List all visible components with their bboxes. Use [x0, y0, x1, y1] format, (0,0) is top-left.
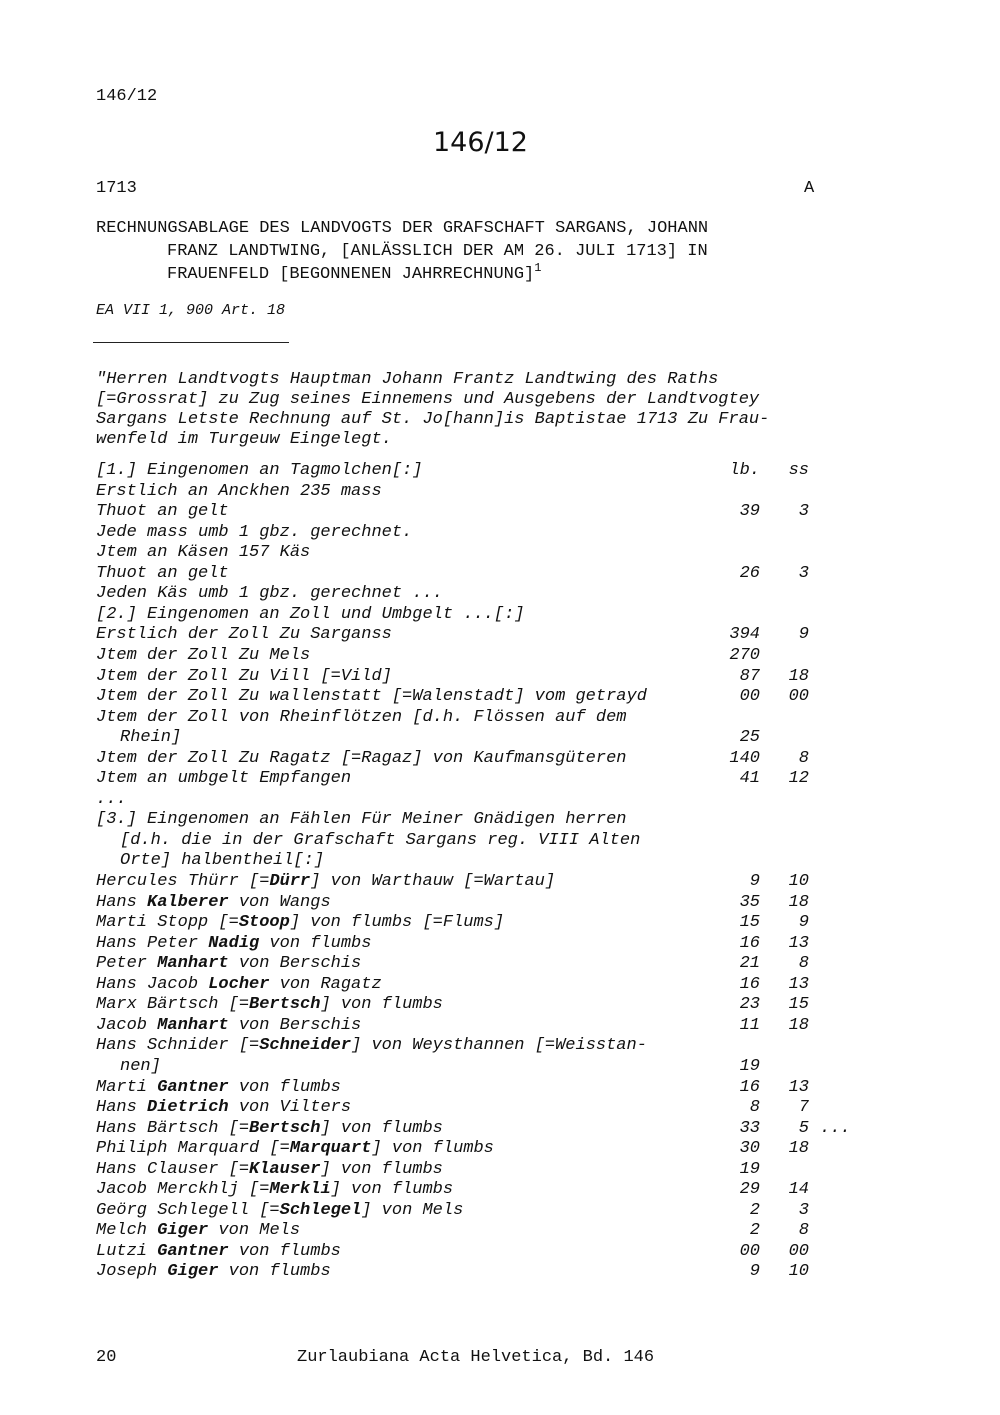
shilling-value: 15 [788, 995, 809, 1015]
surname: Giger [167, 1262, 219, 1282]
shilling-value: 8 [798, 1221, 809, 1241]
shilling-value: 7 [798, 1098, 809, 1118]
pound-value: 16 [739, 933, 760, 953]
table-row [0, 1242, 1000, 1263]
page-number: 20 [96, 1348, 117, 1367]
table-row [0, 954, 1000, 975]
surname: Merkli [269, 1180, 331, 1200]
entry-text [96, 893, 331, 912]
entry-text-part: Jtem der Zoll Zu Ragatz [=Ragaz] von Kaufmansgüteren [96, 748, 627, 768]
entry-text-part: von Wangs [228, 892, 331, 912]
entry-text [96, 646, 310, 665]
entry-text-part: von Berschis [228, 954, 362, 974]
surname: Giger [157, 1221, 209, 1241]
entry-text-part: von flumbs [228, 1241, 341, 1261]
entry-text-part: [d.h. die in der Grafschaft Sargans reg. VIII Alten [120, 830, 641, 850]
pound-value: 29 [739, 1180, 760, 1200]
entry-text-part: von Vilters [228, 1098, 352, 1118]
surname: Manhart [157, 1015, 229, 1035]
entry-text-part: Peter [96, 954, 158, 974]
entry-text-part: Jtem an umbgelt Empfangen [96, 769, 352, 789]
entry-text-part: von Mels [208, 1221, 301, 1241]
table-row [0, 1016, 1000, 1037]
heading-line: FRANZ LANDTWING, [ANLÄSSLICH DER AM 26. JULI 1713] IN [167, 242, 708, 261]
entry-text [120, 728, 181, 747]
entry-text-part: [1.] Eingenomen an Tagmolchen[:] [96, 461, 423, 480]
entry-text [96, 1139, 494, 1158]
entry-text [96, 913, 504, 932]
pound-value: 30 [739, 1139, 760, 1159]
table-row [0, 893, 1000, 914]
pound-value: 16 [739, 974, 760, 994]
entry-text-part: [3.] Eingenomen an Fählen Für Meiner Gnädigen herren [96, 810, 627, 830]
entry-text [96, 1016, 361, 1035]
entry-text [96, 687, 647, 706]
entry-text-part: von Ragatz [269, 974, 382, 994]
series-title: Zurlaubiana Acta Helvetica, Bd. 146 [297, 1348, 655, 1367]
entry-text-part: Hans Peter [96, 933, 209, 953]
surname: Schlegel [279, 1200, 362, 1220]
pound-value: 270 [729, 645, 760, 665]
entry-text-part: ] von flumbs [320, 1159, 443, 1179]
entry-text-part: Marti [96, 1077, 158, 1097]
pound-value: 23 [739, 995, 760, 1015]
surname: Bertsch [249, 1118, 321, 1138]
entry-text-part: Hans [96, 1098, 148, 1118]
surname: Bertsch [249, 995, 321, 1015]
table-row [0, 667, 1000, 688]
entry-text-part: Hans [96, 892, 148, 912]
table-row [0, 851, 1000, 872]
shilling-value: 12 [788, 769, 809, 789]
entry-text-part: Hans Clauser [= [96, 1159, 250, 1179]
entry-text-part: Geörg Schlegell [= [96, 1200, 280, 1220]
entry-text [96, 1036, 647, 1055]
pound-value: 26 [739, 563, 760, 583]
pound-value: 9 [749, 1262, 760, 1282]
entry-text [96, 667, 392, 686]
pound-value: 19 [739, 1159, 760, 1179]
pound-value: 2 [749, 1221, 760, 1241]
table-row [0, 1180, 1000, 1201]
pound-value: lb. [729, 461, 760, 480]
entry-text-part: Lutzi [96, 1241, 158, 1261]
entry-text-part: ... [96, 789, 127, 809]
entry-text-part: [2.] Eingenomen an Zoll und Umbgelt ...[:] [96, 604, 525, 624]
table-row [0, 687, 1000, 708]
entry-text [96, 708, 627, 727]
shilling-value: 9 [798, 625, 809, 645]
entry-text [120, 851, 324, 870]
document-letter: A [804, 179, 815, 198]
pound-value: 8 [749, 1098, 760, 1118]
pound-value: 2 [749, 1200, 760, 1220]
entry-text [96, 1180, 453, 1199]
entry-text-part: Thuot an gelt [96, 563, 229, 583]
entry-text-part: Marx Bärtsch [= [96, 995, 250, 1015]
shilling-value: 3 [798, 1200, 809, 1220]
shilling-value: 14 [788, 1180, 809, 1200]
shilling-value: 10 [788, 1262, 809, 1282]
shilling-value: 5 [798, 1118, 809, 1138]
entry-text-part: Marti Stopp [= [96, 913, 239, 933]
surname: Gantner [157, 1077, 229, 1097]
ellipsis-note: ... [820, 1118, 851, 1138]
entry-text [96, 975, 382, 994]
shilling-value: 18 [788, 892, 809, 912]
entry-text-part: Hercules Thürr [= [96, 872, 270, 891]
entry-text [96, 482, 382, 501]
shilling-value: 00 [788, 687, 809, 707]
entry-text [96, 749, 627, 768]
surname: Schneider [259, 1036, 352, 1056]
entry-text-part: ] von flumbs [=Flums] [289, 913, 505, 933]
entry-text [96, 543, 310, 562]
entry-text-part: Melch [96, 1221, 158, 1241]
table-row [0, 708, 1000, 729]
table-row [0, 482, 1000, 503]
pound-value: 00 [739, 687, 760, 707]
pound-value: 19 [739, 1056, 760, 1076]
entry-text [96, 564, 229, 583]
pound-value: 15 [739, 913, 760, 933]
entry-text-part: Hans Schnider [= [96, 1036, 260, 1056]
table-row [0, 564, 1000, 585]
shilling-value: 18 [788, 1139, 809, 1159]
table-row [0, 502, 1000, 523]
entry-text-part: ] von flumbs [330, 1180, 454, 1200]
table-row [0, 584, 1000, 605]
surname: Gantner [157, 1241, 229, 1261]
table-row [0, 975, 1000, 996]
entry-text-part: Hans Jacob [96, 974, 209, 994]
shilling-value: 18 [788, 1015, 809, 1035]
entry-text-part: ] von flumbs [320, 995, 443, 1015]
pound-value: 21 [739, 954, 760, 974]
entry-text-part: Jtem an Käsen 157 Käs [96, 543, 311, 563]
table-row [0, 1036, 1000, 1057]
entry-text-part: Jacob Merckhlj [= [96, 1180, 270, 1200]
entry-text-part: Jtem der Zoll Zu Vill [=Vild] [96, 666, 392, 686]
entry-text-part: Jeden Käs umb 1 gbz. gerechnet ... [96, 584, 443, 604]
entry-text-part: Erstlich der Zoll Zu Sarganss [96, 625, 392, 645]
shilling-value: 9 [798, 913, 809, 933]
source-reference: EA VII 1, 900 Art. 18 [96, 302, 286, 319]
entry-text-part: von flumbs [228, 1077, 341, 1097]
intro-line: Sargans Letste Rechnung auf St. Jo[hann]is Baptistae 1713 Zu Frau- [96, 410, 770, 429]
entry-text [96, 954, 361, 973]
surname: Nadig [208, 933, 260, 953]
entry-text [96, 872, 555, 891]
entry-text-part: Jacob [96, 1015, 158, 1035]
table-row [0, 1139, 1000, 1160]
entry-text-part: Erstlich an Anckhen 235 mass [96, 481, 382, 501]
intro-line: "Herren Landtvogts Hauptman Johann Frantz Landtwing des Raths [96, 370, 719, 389]
table-row [0, 1262, 1000, 1283]
entry-text-part: ] von Weysthannen [=Weisstan- [351, 1036, 647, 1056]
shilling-value: 8 [798, 954, 809, 974]
shilling-value: 13 [788, 974, 809, 994]
entry-text [120, 1057, 161, 1076]
pound-value: 9 [749, 872, 760, 891]
table-row [0, 995, 1000, 1016]
pound-value: 39 [739, 502, 760, 522]
table-row [0, 1078, 1000, 1099]
heading-line: FRAUENFELD [BEGONNENEN JAHRRECHNUNG] [167, 265, 535, 284]
entry-text-part: nen] [120, 1056, 161, 1076]
table-row [0, 605, 1000, 626]
table-row [0, 790, 1000, 811]
shilling-value: 10 [788, 872, 809, 891]
entry-text [96, 625, 392, 644]
entry-text-part: Jtem der Zoll Zu Mels [96, 645, 311, 665]
entry-text-part: von flumbs [218, 1262, 331, 1282]
entry-text-part: ] von flumbs [320, 1118, 443, 1138]
shilling-value: 3 [798, 502, 809, 522]
pound-value: 35 [739, 892, 760, 912]
surname: Kalberer [147, 892, 229, 912]
entry-text [96, 810, 627, 829]
entry-text [96, 1221, 300, 1240]
surname: Dürr [269, 872, 311, 891]
entry-text-part: Rhein] [120, 728, 182, 748]
entry-text-part: von flumbs [259, 933, 372, 953]
entry-text-part: ] von Warthauw [=Wartau] [310, 872, 556, 891]
entry-text [96, 995, 443, 1014]
heading-line: RECHNUNGSABLAGE DES LANDVOGTS DER GRAFSCHAFT SARGANS, JOHANN [96, 219, 709, 238]
intro-line: [=Grossrat] zu Zug seines Einnemens und Ausgebens der Landtvogtey [96, 390, 760, 409]
pound-value: 87 [739, 666, 760, 686]
entry-text [96, 523, 412, 542]
table-row [0, 1221, 1000, 1242]
pound-value: 25 [739, 728, 760, 748]
surname: Dietrich [147, 1098, 229, 1118]
entry-text-part: Jede mass umb 1 gbz. gerechnet. [96, 522, 413, 542]
footnote-mark: 1 [534, 261, 542, 275]
entry-text [96, 1160, 443, 1179]
shilling-value: ss [788, 461, 809, 480]
shilling-value: 13 [788, 1077, 809, 1097]
entry-text-part: Orte] halbentheil[:] [120, 851, 325, 871]
shilling-value: 18 [788, 666, 809, 686]
table-row [0, 1098, 1000, 1119]
table-row [0, 769, 1000, 790]
table-row [0, 913, 1000, 934]
table-row [0, 934, 1000, 955]
entry-text [96, 605, 524, 624]
intro-line: wenfeld im Turgeuw Eingelegt. [96, 430, 392, 449]
shilling-value: 3 [798, 563, 809, 583]
surname: Marquart [289, 1139, 372, 1159]
table-row [0, 625, 1000, 646]
surname: Locher [208, 974, 270, 994]
entry-text [120, 831, 640, 850]
entry-text-part: ] von Mels [361, 1200, 464, 1220]
entry-text-part: Jtem der Zoll Zu wallenstatt [=Walenstadt] vom getrayd [96, 687, 647, 707]
entry-text [96, 461, 422, 480]
table-row [0, 749, 1000, 770]
shilling-value: 00 [788, 1241, 809, 1261]
entry-text [96, 584, 443, 603]
entry-text [96, 790, 127, 809]
entry-text-part: Joseph [96, 1262, 168, 1282]
shilling-value: 8 [798, 748, 809, 768]
pound-value: 394 [729, 625, 760, 645]
entry-text-part: Philiph Marquard [= [96, 1139, 290, 1159]
surname: Manhart [157, 954, 229, 974]
entry-text-part: Jtem der Zoll von Rheinflötzen [d.h. Flössen auf dem [96, 707, 627, 727]
table-row [0, 543, 1000, 564]
entry-text-part: ] von flumbs [371, 1139, 494, 1159]
table-row [0, 1119, 1000, 1140]
document-year: 1713 [96, 179, 137, 198]
shilling-value: 13 [788, 933, 809, 953]
table-row [0, 523, 1000, 544]
pound-value: 140 [729, 748, 760, 768]
entry-text [96, 769, 351, 788]
surname: Klauser [249, 1159, 321, 1179]
pound-value: 00 [739, 1241, 760, 1261]
table-row [0, 872, 1000, 893]
pound-value: 16 [739, 1077, 760, 1097]
table-row [0, 461, 1000, 482]
table-row [0, 831, 1000, 852]
entry-text [96, 934, 371, 953]
entry-text [96, 1098, 351, 1117]
running-header: 146/12 [96, 87, 158, 106]
pound-value: 33 [739, 1118, 760, 1138]
table-row [0, 728, 1000, 749]
pound-value: 41 [739, 769, 760, 789]
divider-rule [93, 342, 289, 343]
table-row [0, 1160, 1000, 1181]
entry-text [96, 502, 229, 521]
entry-text [96, 1201, 463, 1220]
entry-text [96, 1119, 443, 1138]
entry-text-part: Hans Bärtsch [= [96, 1118, 250, 1138]
table-row [0, 1057, 1000, 1078]
entry-text-part: von Berschis [228, 1015, 362, 1035]
table-row [0, 1201, 1000, 1222]
entry-text [96, 1262, 331, 1281]
surname: Stoop [238, 913, 290, 933]
pound-value: 11 [739, 1015, 760, 1035]
document-number: 146/12 [433, 127, 528, 158]
table-row [0, 646, 1000, 667]
entry-text [96, 1078, 341, 1097]
table-row [0, 810, 1000, 831]
entry-text-part: Thuot an gelt [96, 502, 229, 522]
entry-text [96, 1242, 341, 1261]
